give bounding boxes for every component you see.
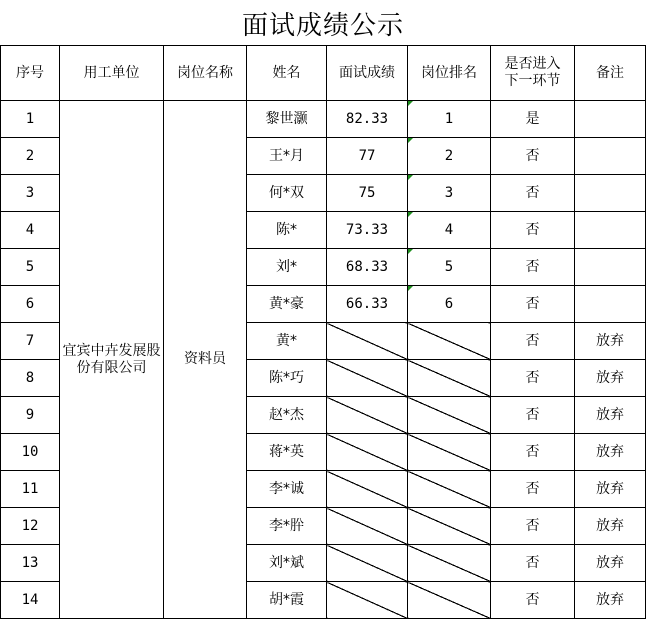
cell-seq: 14 [1,582,60,619]
cell-seq: 3 [1,175,60,212]
cell-seq: 13 [1,545,60,582]
cell-score [327,582,408,619]
header-next-line2: 下一环节 [504,73,561,89]
cell-name: 何*双 [247,175,327,212]
header-next [491,46,575,101]
cell-name: 李*诚 [247,471,327,508]
cell-seq: 8 [1,360,60,397]
cell-remark: 放弃 [575,471,646,508]
cell-next: 是 [491,101,575,138]
cell-score: 66.33 [327,286,408,323]
cell-score: 75 [327,175,408,212]
cell-score [327,508,408,545]
table-body [1,101,646,619]
cell-remark: 放弃 [575,434,646,471]
cell-position: 资料员 [164,101,247,619]
cell-next: 否 [491,471,575,508]
rank-value: 6 [444,295,454,312]
cell-remark [575,286,646,323]
header-rank: 岗位排名 [408,46,491,101]
cell-name: 赵*杰 [247,397,327,434]
cell-name: 陈*巧 [247,360,327,397]
cell-score [327,323,408,360]
cell-score: 68.33 [327,249,408,286]
cell-next: 否 [491,508,575,545]
header-post: 岗位名称 [164,46,247,101]
comment-flag-icon [408,286,413,291]
cell-rank [408,434,491,471]
cell-score: 73.33 [327,212,408,249]
cell-score [327,434,408,471]
cell-remark: 放弃 [575,397,646,434]
page-title: 面试成绩公示 [241,10,404,41]
cell-remark: 放弃 [575,582,646,619]
comment-flag-icon [408,175,413,180]
cell-seq: 10 [1,434,60,471]
comment-flag-icon [408,212,413,217]
employer-text: 宜宾中卉发展股份有限公司 [62,342,161,376]
cell-score: 82.33 [327,101,408,138]
cell-rank [408,508,491,545]
cell-remark [575,101,646,138]
cell-remark: 放弃 [575,360,646,397]
cell-next: 否 [491,138,575,175]
cell-name: 黄* [247,323,327,360]
cell-employer [60,101,164,619]
cell-next: 否 [491,434,575,471]
cell-remark: 放弃 [575,323,646,360]
cell-seq: 2 [1,138,60,175]
cell-remark [575,249,646,286]
comment-flag-icon [408,249,413,254]
cell-seq: 5 [1,249,60,286]
cell-name: 刘*斌 [247,545,327,582]
cell-seq: 6 [1,286,60,323]
cell-rank [408,212,491,249]
header-name: 姓名 [247,46,327,101]
cell-rank [408,101,491,138]
cell-rank [408,138,491,175]
header-remark: 备注 [575,46,646,101]
cell-score [327,471,408,508]
rank-value: 4 [444,221,454,238]
rank-value: 5 [444,258,454,275]
cell-rank [408,323,491,360]
cell-score: 77 [327,138,408,175]
cell-seq: 12 [1,508,60,545]
cell-name: 陈* [247,212,327,249]
header-row [1,46,646,101]
comment-flag-icon [408,138,413,143]
cell-rank [408,582,491,619]
cell-name: 黄*豪 [247,286,327,323]
cell-score [327,545,408,582]
cell-next: 否 [491,212,575,249]
table-row [1,101,646,138]
cell-seq: 4 [1,212,60,249]
cell-next: 否 [491,175,575,212]
cell-next: 否 [491,249,575,286]
cell-name: 黎世灏 [247,101,327,138]
cell-rank [408,249,491,286]
cell-score [327,360,408,397]
header-next-line1: 是否进入 [504,56,561,72]
cell-seq: 1 [1,101,60,138]
cell-next: 否 [491,397,575,434]
cell-remark: 放弃 [575,545,646,582]
cell-name: 李*肸 [247,508,327,545]
cell-name: 刘* [247,249,327,286]
cell-seq: 11 [1,471,60,508]
cell-next: 否 [491,545,575,582]
cell-rank [408,397,491,434]
comment-flag-icon [408,101,413,106]
header-seq: 序号 [1,46,60,101]
cell-rank [408,545,491,582]
header-score: 面试成绩 [327,46,408,101]
cell-next: 否 [491,323,575,360]
cell-remark [575,212,646,249]
cell-next: 否 [491,286,575,323]
results-table [0,45,646,619]
cell-seq: 7 [1,323,60,360]
cell-name: 胡*霞 [247,582,327,619]
cell-rank [408,175,491,212]
cell-next: 否 [491,582,575,619]
rank-value: 1 [444,110,454,127]
cell-remark [575,138,646,175]
cell-name: 蒋*英 [247,434,327,471]
cell-name: 王*月 [247,138,327,175]
rank-value: 3 [444,184,454,201]
cell-seq: 9 [1,397,60,434]
cell-remark: 放弃 [575,508,646,545]
cell-rank [408,471,491,508]
cell-next: 否 [491,360,575,397]
cell-rank [408,360,491,397]
cell-remark [575,175,646,212]
header-unit: 用工单位 [60,46,164,101]
rank-value: 2 [444,147,454,164]
cell-rank [408,286,491,323]
cell-score [327,397,408,434]
